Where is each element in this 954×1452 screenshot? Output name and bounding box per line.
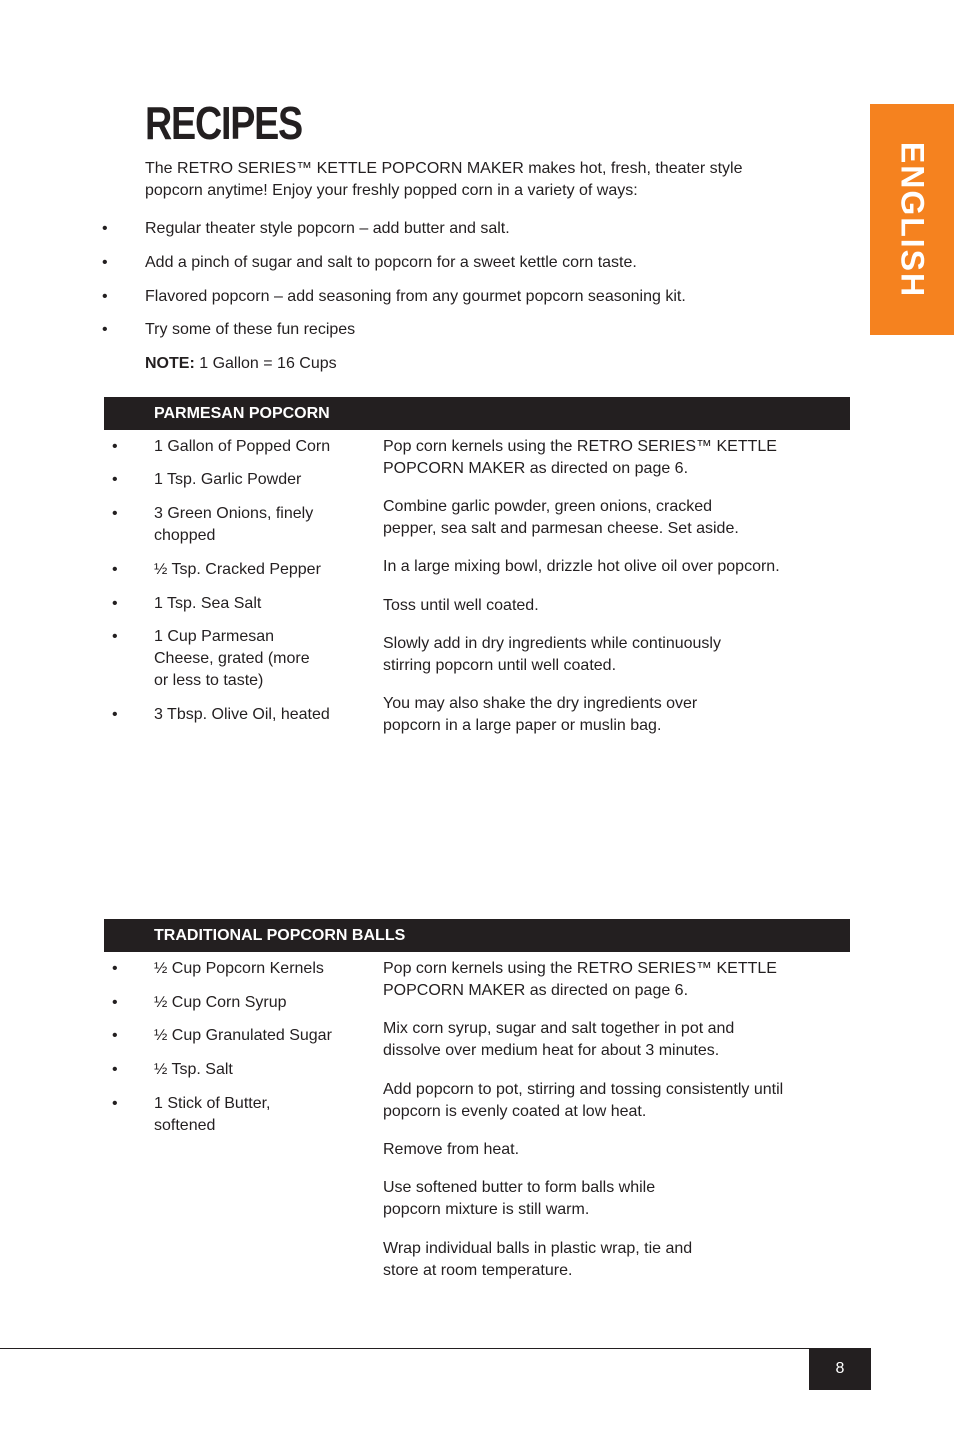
list-item-text: Regular theater style popcorn – add butter and salt. bbox=[145, 220, 510, 237]
step-item: Remove from heat. bbox=[383, 1141, 520, 1158]
list-item bbox=[0, 319, 760, 341]
step-item: Slowly add in dry ingredients while continuously stirring popcorn until well coated. bbox=[383, 635, 721, 674]
ingredient-item: • 1 Cup Parmesan Cheese, grated (more or less to taste) bbox=[0, 626, 326, 692]
note-text: 1 Gallon = 16 Cups bbox=[194, 355, 337, 372]
language-tab-label: ENGLISH bbox=[894, 141, 931, 298]
step-item: Toss until well coated. bbox=[383, 597, 539, 614]
step-item: Pop corn kernels using the RETRO SERIES™ KETTLE POPCORN MAKER as directed on page 6. bbox=[383, 438, 777, 477]
page-title: RECIPES bbox=[145, 97, 302, 149]
recipe-header-parmesan bbox=[104, 397, 850, 430]
step-item: Wrap individual balls in plastic wrap, tie and store at room temperature. bbox=[383, 1240, 693, 1279]
ingredient-item: • ½ Tsp. Salt bbox=[0, 1059, 334, 1081]
list-item-text: Add a pinch of sugar and salt to popcorn for a sweet kettle corn taste. bbox=[145, 254, 637, 271]
step-item: Pop corn kernels using the RETRO SERIES™ KETTLE POPCORN MAKER as directed on page 6. bbox=[383, 960, 777, 999]
step-item: In a large mixing bowl, drizzle hot olive oil over popcorn. bbox=[383, 558, 780, 575]
ingredient-item: • 1 Tsp. Garlic Powder bbox=[0, 469, 334, 491]
ingredients-list-parmesan bbox=[0, 436, 360, 726]
list-item-text: Try some of these fun recipes bbox=[145, 321, 356, 338]
bullet-glyph: • bbox=[102, 254, 108, 271]
recipe-header-popcorn-balls bbox=[104, 919, 850, 952]
step-item: Mix corn syrup, sugar and salt together in pot and dissolve over medium heat for about 3 minutes. bbox=[383, 1020, 735, 1059]
page-number: 8 bbox=[809, 1348, 871, 1390]
ingredients-list-popcorn-balls bbox=[0, 958, 360, 1137]
recipe-title: TRADITIONAL POPCORN BALLS bbox=[154, 927, 406, 944]
list-item bbox=[0, 286, 760, 308]
language-tab bbox=[870, 104, 954, 335]
bullet-glyph: • bbox=[102, 321, 108, 338]
ingredient-item: • ½ Tsp. Cracked Pepper bbox=[0, 559, 334, 581]
note-label: NOTE: bbox=[145, 355, 195, 372]
steps-list-popcorn-balls bbox=[383, 958, 833, 1282]
ingredient-item: • 1 Tsp. Sea Salt bbox=[0, 593, 334, 615]
ingredient-item: • 1 Gallon of Popped Corn bbox=[0, 436, 334, 458]
footer-divider bbox=[0, 1348, 870, 1349]
bullet-glyph: • bbox=[102, 288, 108, 305]
list-item-text: Flavored popcorn – add seasoning from any gourmet popcorn seasoning kit. bbox=[145, 288, 686, 305]
step-item: You may also shake the dry ingredients over popcorn in a large paper or muslin bag. bbox=[383, 695, 698, 734]
ingredient-item: • ½ Cup Granulated Sugar bbox=[0, 1025, 334, 1047]
ingredient-item: • 3 Tbsp. Olive Oil, heated bbox=[0, 704, 334, 726]
list-item bbox=[0, 218, 760, 240]
steps-list-parmesan bbox=[383, 436, 833, 737]
step-item: Use softened butter to form balls while popcorn mixture is still warm. bbox=[383, 1179, 656, 1218]
ingredient-item: • ½ Cup Popcorn Kernels bbox=[0, 958, 334, 980]
step-item: Combine garlic powder, green onions, cracked pepper, sea salt and parmesan cheese. Set aside. bbox=[383, 498, 739, 537]
intro-paragraph: The RETRO SERIES™ KETTLE POPCORN MAKER makes hot, fresh, theater style popcorn anytime! Enjoy your freshly popped corn in a variety of ways: bbox=[145, 160, 743, 199]
step-item: Add popcorn to pot, stirring and tossing consistently until popcorn is evenly coated at low heat. bbox=[383, 1081, 784, 1120]
ingredient-item: • ½ Cup Corn Syrup bbox=[0, 992, 334, 1014]
ingredient-item: • 1 Stick of Butter, softened bbox=[0, 1093, 334, 1137]
note bbox=[145, 353, 337, 375]
recipe-title: PARMESAN POPCORN bbox=[154, 405, 330, 422]
bullet-glyph: • bbox=[102, 220, 108, 237]
ingredient-item: • 3 Green Onions, finely chopped bbox=[0, 503, 334, 547]
list-item bbox=[0, 252, 760, 274]
